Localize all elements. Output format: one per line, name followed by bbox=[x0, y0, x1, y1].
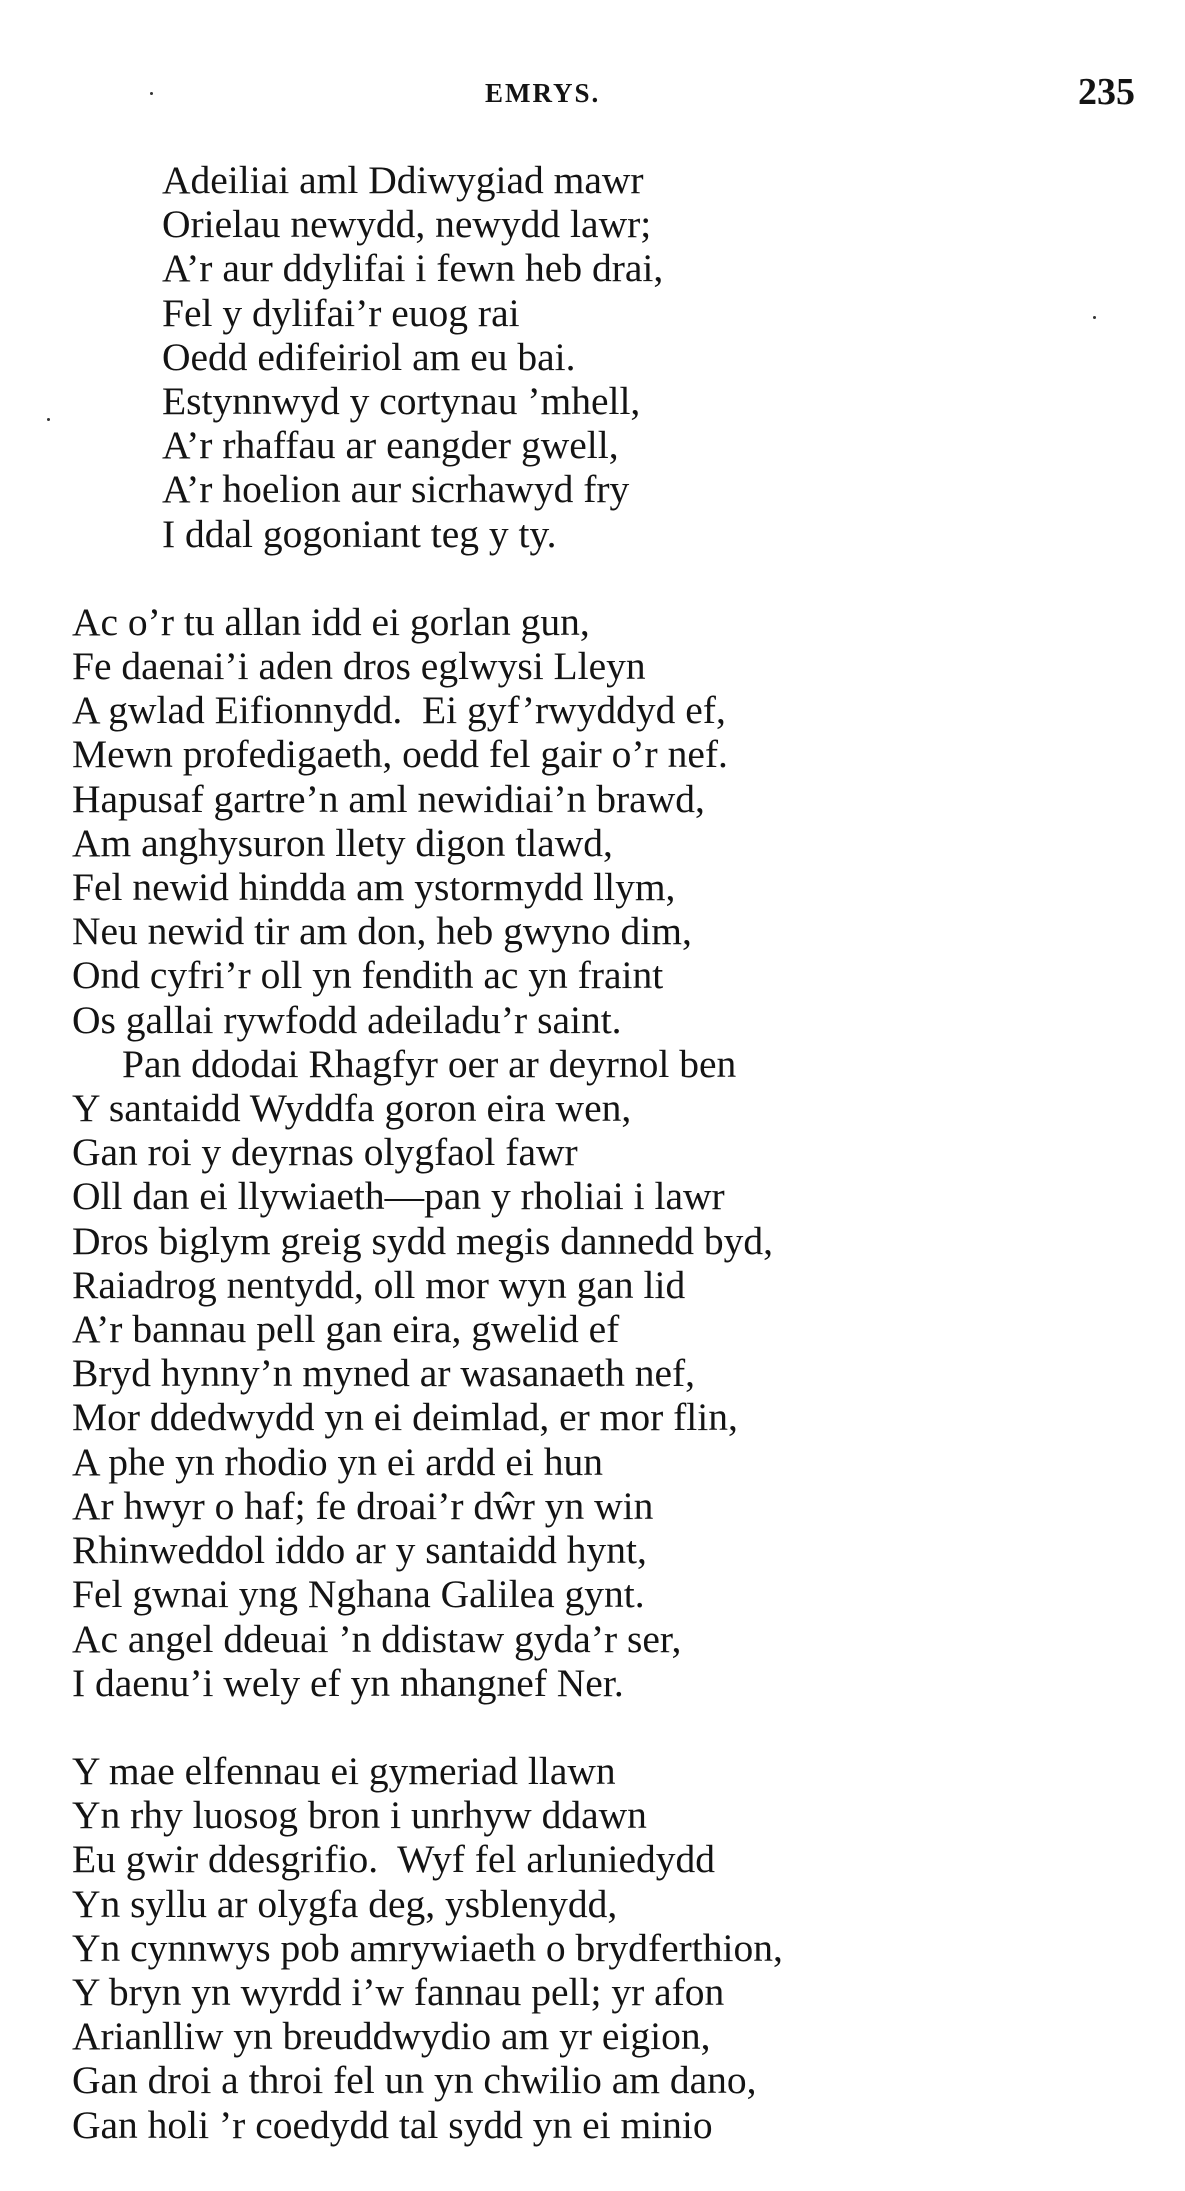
verse-line: Rhinweddol iddo ar y santaidd hynt, bbox=[72, 1528, 647, 1573]
verse-line: Yn syllu ar olygfa deg, ysblenydd, bbox=[72, 1881, 618, 1926]
verse-line: Gan roi y deyrnas olygfaol fawr bbox=[72, 1130, 578, 1175]
page-number: 235 bbox=[1078, 71, 1135, 113]
verse-line: Yn rhy luosog bron i unrhyw ddawn bbox=[72, 1793, 647, 1838]
verse-line: Gan droi a throi fel un yn chwilio am dano, bbox=[72, 2058, 757, 2103]
verse-line: A phe yn rhodio yn ei ardd ei hun bbox=[72, 1439, 603, 1484]
verse-line: A’r aur ddylifai i fewn heb drai, bbox=[162, 246, 664, 291]
verse-line: Am anghysuron llety digon tlawd, bbox=[72, 820, 613, 865]
verse-line: Adeiliai aml Ddiwygiad mawr bbox=[162, 158, 644, 202]
verse-line: Fel y dylifai’r euog rai bbox=[162, 290, 520, 335]
stanza-1 bbox=[72, 158, 1162, 556]
running-header bbox=[0, 71, 1185, 122]
verse-line: Pan ddodai Rhagfyr oer ar deyrnol ben bbox=[122, 1041, 737, 1086]
stanza-3 bbox=[72, 1749, 1162, 2147]
print-speck bbox=[47, 418, 50, 421]
verse-line: A gwlad Eifionnydd. Ei gyf’rwyddyd ef, bbox=[72, 688, 726, 733]
verse-line: Eu gwir ddesgrifio. Wyf fel arluniedydd bbox=[72, 1837, 715, 1882]
verse-line: Mor ddedwydd yn ei deimlad, er mor flin, bbox=[72, 1395, 738, 1440]
verse-line: A’r rhaffau ar eangder gwell, bbox=[162, 423, 619, 468]
verse-line: Y santaidd Wyddfa goron eira wen, bbox=[72, 1086, 632, 1131]
verse-line: Os gallai rywfodd adeiladu’r saint. bbox=[72, 997, 622, 1042]
verse-line: Mewn profedigaeth, oedd fel gair o’r nef. bbox=[72, 732, 728, 777]
verse-line: A’r hoelion aur sicrhawyd fry bbox=[162, 467, 630, 512]
verse-line: Neu newid tir am don, heb gwyno dim, bbox=[72, 909, 692, 954]
verse-line: Yn cynnwys pob amrywiaeth o brydferthion, bbox=[72, 1925, 783, 1970]
verse-line: Ac o’r tu allan idd ei gorlan gun, bbox=[72, 599, 590, 644]
verse-line: Orielau newydd, newydd lawr; bbox=[162, 202, 652, 247]
verse-line: A’r bannau pell gan eira, gwelid ef bbox=[72, 1307, 620, 1352]
verse-line: Arianlliw yn breuddwydio am yr eigion, bbox=[72, 2014, 711, 2059]
verse-line: Oedd edifeiriol am eu bai. bbox=[162, 334, 576, 379]
verse-line: Bryd hynny’n myned ar wasanaeth nef, bbox=[72, 1351, 696, 1396]
verse-line: Dros biglym greig sydd megis dannedd byd, bbox=[72, 1218, 774, 1263]
verse-line: Gan holi ’r coedydd tal sydd yn ei minio bbox=[72, 2102, 713, 2147]
verse-line: Ar hwyr o haf; fe droai’r dŵr yn win bbox=[72, 1483, 654, 1528]
verse-line: Y mae elfennau ei gymeriad llawn bbox=[72, 1748, 616, 1793]
running-title: EMRYS. bbox=[485, 78, 601, 108]
verse-line: Ac angel ddeuai ’n ddistaw gyda’r ser, bbox=[72, 1616, 682, 1661]
verse-line: Fel newid hindda am ystormydd llym, bbox=[72, 865, 676, 910]
verse-line: Y bryn yn wyrdd i’w fannau pell; yr afon bbox=[72, 1969, 725, 2014]
verse-line: Estynnwyd y cortynau ’mhell, bbox=[162, 379, 641, 424]
verse-line: Raiadrog nentydd, oll mor wyn gan lid bbox=[72, 1262, 686, 1307]
verse-line: Hapusaf gartre’n aml newidiai’n brawd, bbox=[72, 776, 705, 821]
verse-line: Oll dan ei llywiaeth—pan y rholiai i lawr bbox=[72, 1174, 725, 1219]
stanza-2 bbox=[72, 600, 1162, 1705]
print-speck bbox=[150, 92, 153, 95]
verse-line: I ddal gogoniant teg y ty. bbox=[162, 511, 557, 556]
poem-body bbox=[72, 158, 1162, 2191]
verse-line: Fe daenai’i aden dros eglwysi Lleyn bbox=[72, 644, 646, 689]
verse-line: Fel gwnai yng Nghana Galilea gynt. bbox=[72, 1572, 645, 1617]
verse-line: Ond cyfri’r oll yn fendith ac yn fraint bbox=[72, 953, 664, 998]
verse-line: I daenu’i wely ef yn nhangnef Ner. bbox=[72, 1660, 624, 1705]
